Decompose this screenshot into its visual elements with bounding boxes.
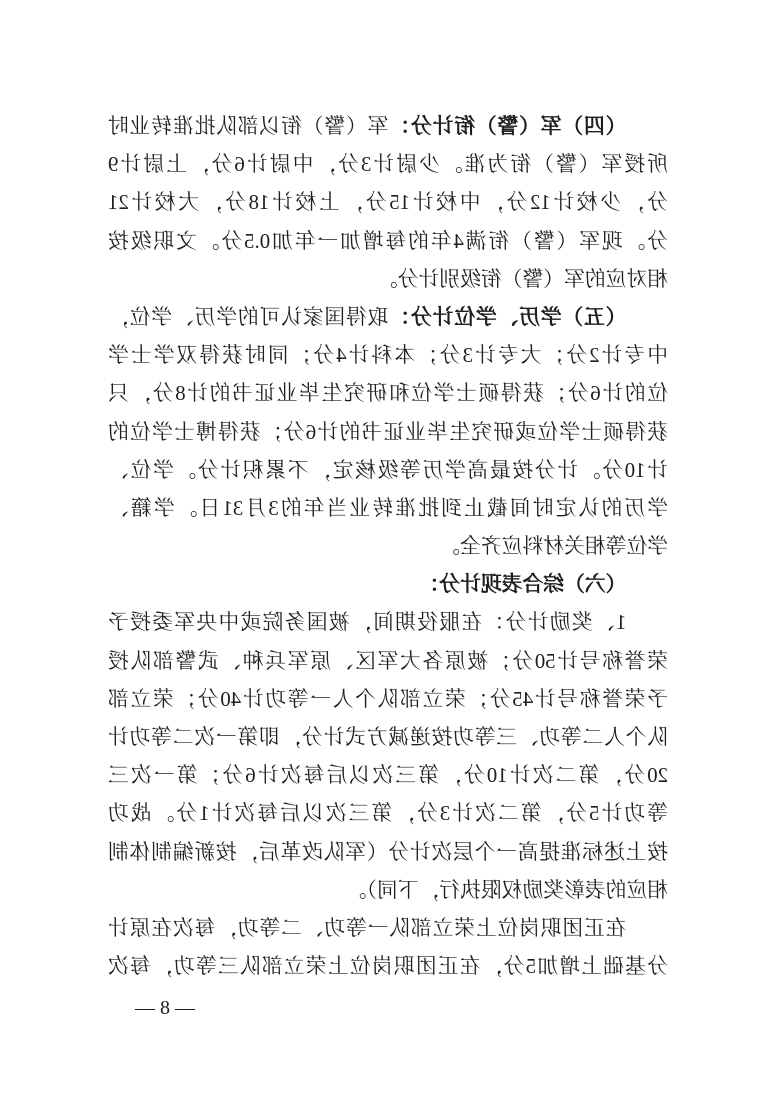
text-line: 1、奖励计分：在服役期间，被国务院或中央军委授予 (108, 611, 627, 635)
text-line: 队个人二等功、三等功按递减方式计分，即第一次二等功计 (108, 726, 668, 749)
text-line (108, 299, 668, 337)
text-line: 所授军（警）衔为准。少尉计3分，中尉计6分，上尉计9 (108, 153, 668, 177)
text-segment: 军（警）衔以部队批准转业时 (107, 115, 389, 138)
text-line: 20分，第二次计10分，第三次以后每次计6分；第一次三 (108, 764, 668, 788)
section-heading-performance: （六）综合表现计分： (418, 573, 627, 597)
text-segment: 取得国家认可的学历、学位， (107, 305, 389, 329)
text-line: 分基础上增加5分，在正团职岗位上荣立部队三等功，每次 (108, 955, 668, 979)
text-line: 学历的认定时间截止到批准转业当年的3月31日。学籍、 (108, 496, 668, 520)
page-number: — 8 — (135, 997, 195, 1019)
text-line: 按上述标准提高一个层次计分（军队改革后，按新编制体制 (108, 840, 668, 864)
text-line (108, 108, 668, 146)
text-line (108, 566, 668, 604)
text-line: 等功计5分，第二次计3分，第三次以后每次计1分。战功 (108, 802, 668, 826)
body-text (108, 108, 668, 986)
text-line: 分，少校计12分，中校计15分，上校计18分，大校计21 (108, 191, 668, 215)
text-line: 荣誉称号计50分；被原各大军区、原军兵种、武警部队授 (108, 649, 668, 673)
text-line: 位的计6分；获得硕士学位和研究生毕业证书的计8分，只 (108, 382, 668, 406)
text-line: 学位等相关材料应齐全。 (439, 535, 668, 559)
section-heading-rank: （四）军（警）衔计分： (388, 115, 627, 138)
text-line: 予荣誉称号计45分；荣立部队个人一等功计40分；荣立部 (108, 687, 668, 711)
text-line: 相应的表彰奖励权限执行，下同）。 (345, 878, 668, 902)
text-line: 分。现军（警）衔满4年的每增加一年加0.5分。文职级按 (108, 229, 668, 253)
text-line: 相对应的军（警）衔级别计分。 (376, 267, 668, 291)
text-line: 获得硕士学位或研究生毕业证书的计6分；获得博士学位的 (108, 420, 668, 444)
text-line: 在正团职岗位上荣立部队一等功、二等功，每次在原计 (108, 916, 627, 940)
text-line: 中专计2分；大专计3分；本科计4分；同时获得双学士学 (108, 344, 668, 368)
section-heading-education: （五）学历、学位计分： (388, 305, 627, 329)
text-line: 计10分。计分按最高学历等级核定，不累积计分。学位、 (108, 458, 668, 482)
